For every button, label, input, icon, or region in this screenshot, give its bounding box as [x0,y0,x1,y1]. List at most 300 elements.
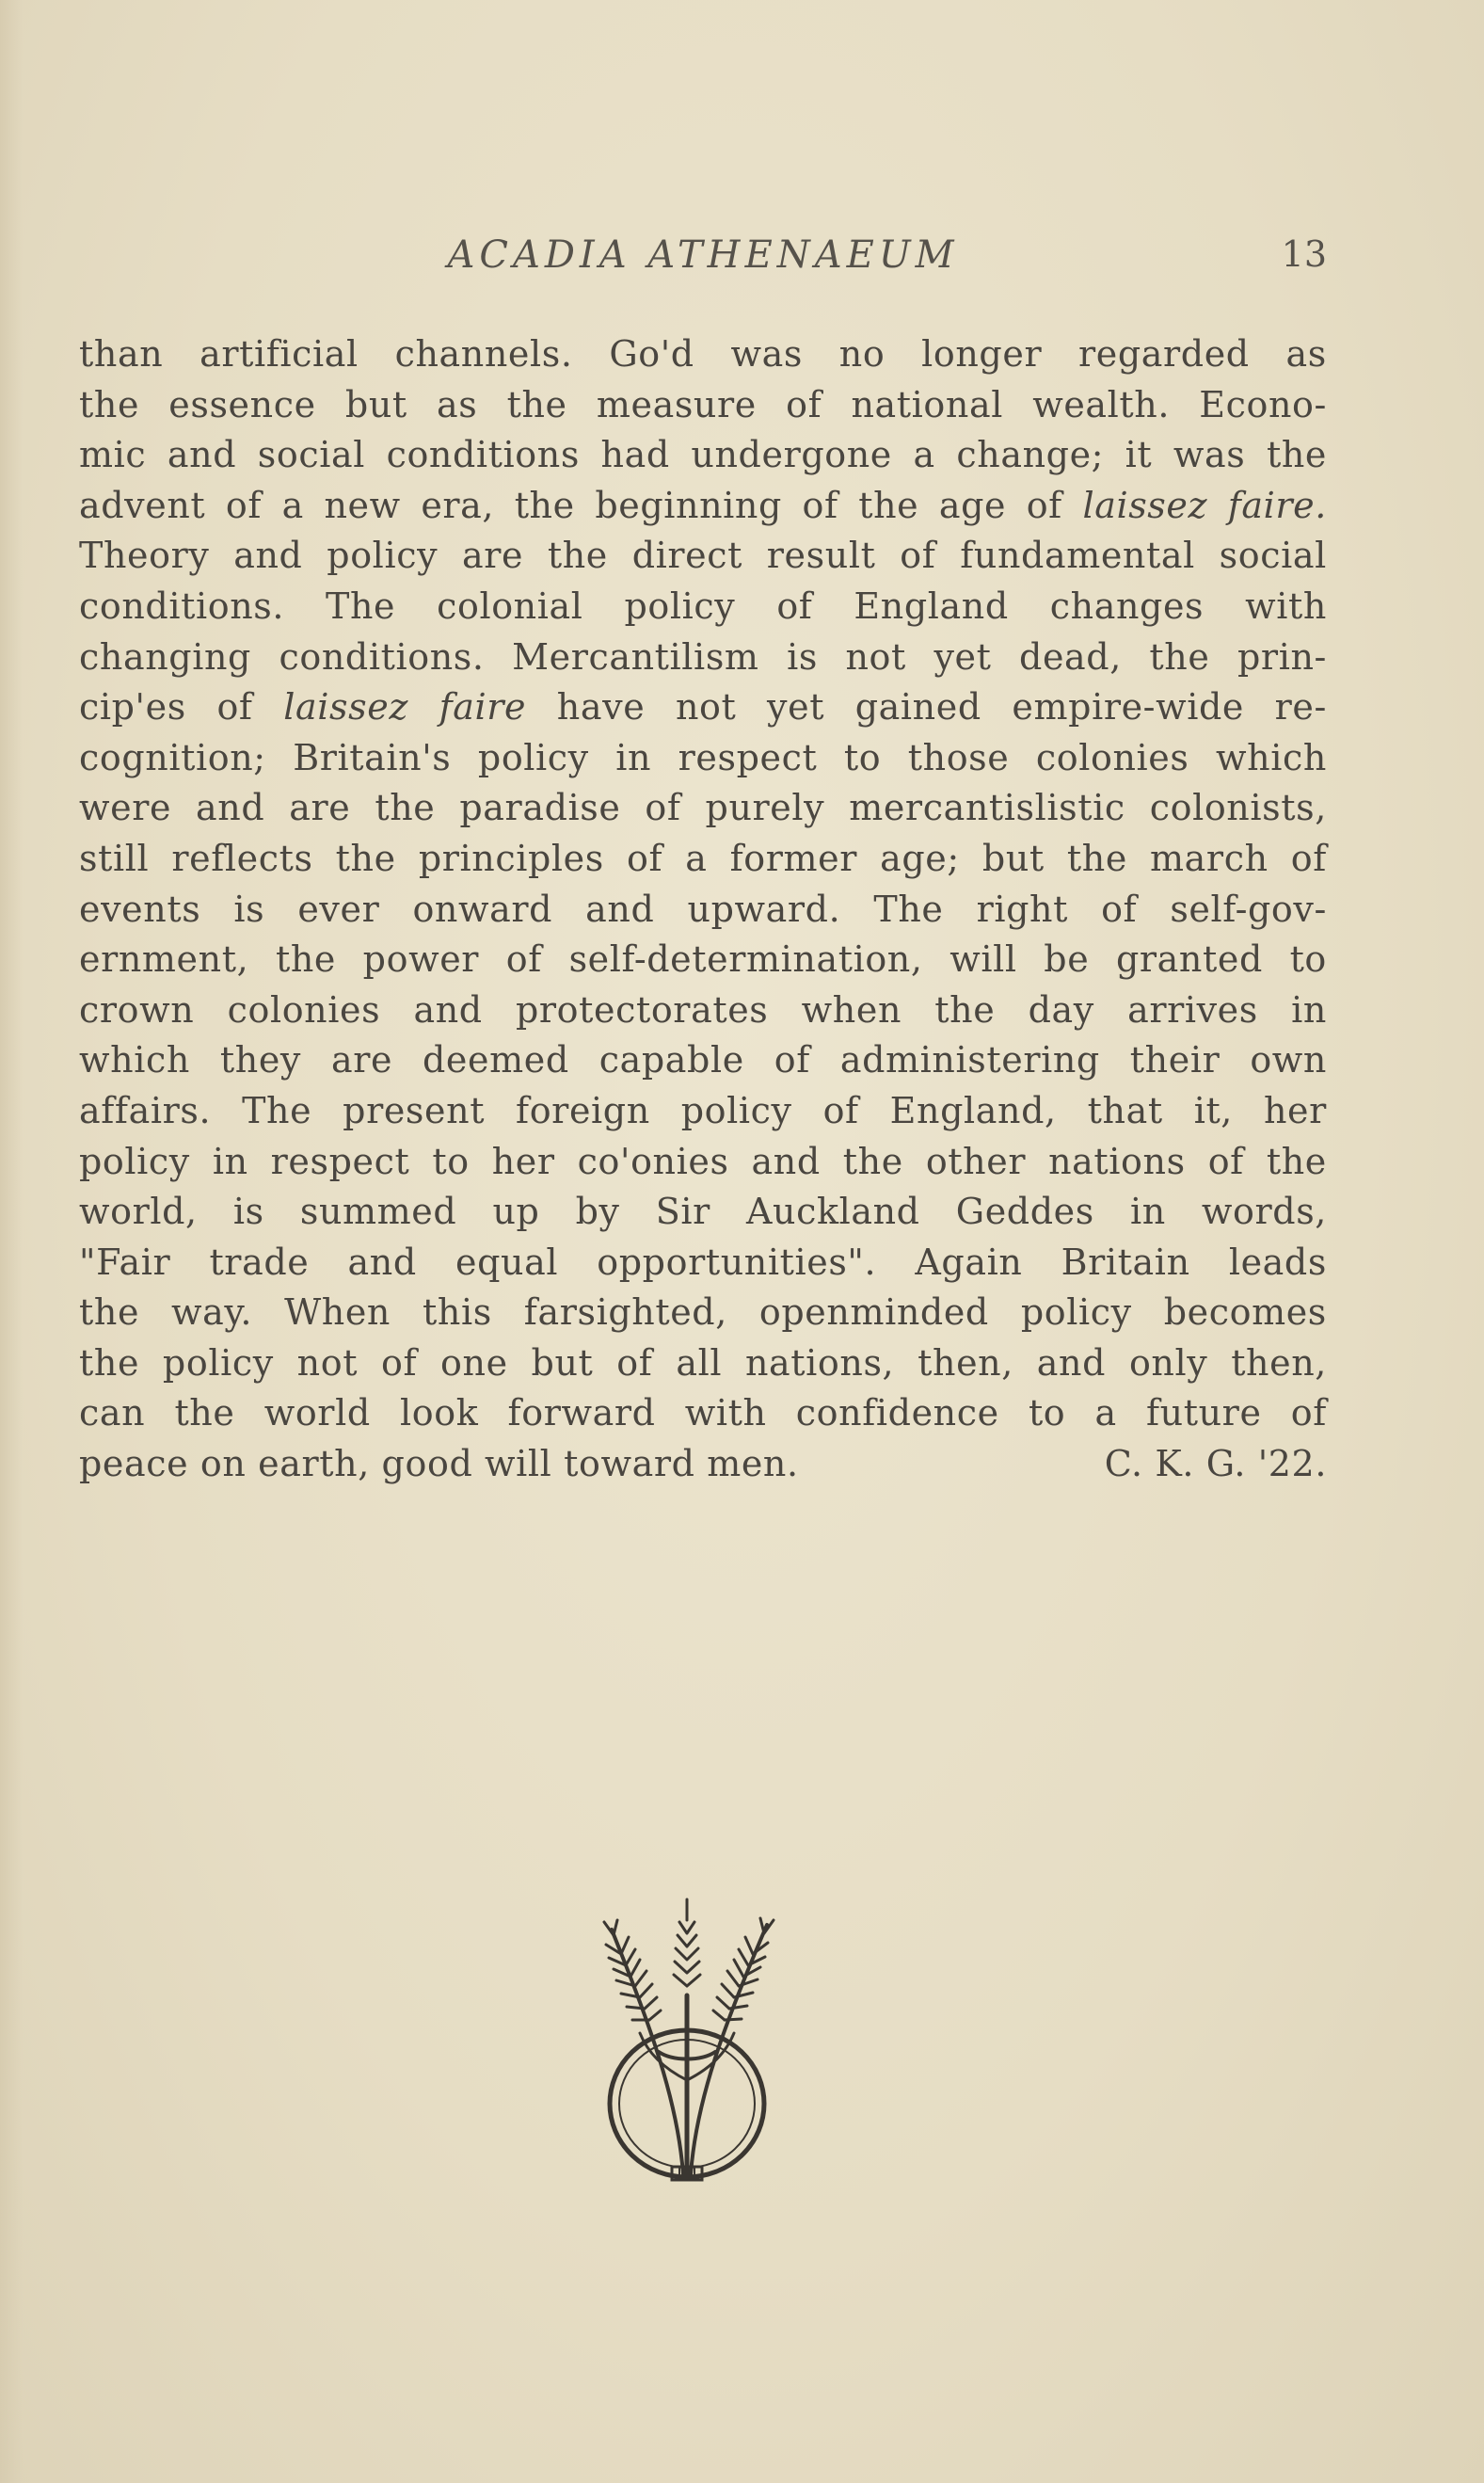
word [336,834,396,885]
word [890,1086,1057,1137]
text-segment: of [776,585,813,627]
word [79,682,186,733]
text-segment: of [786,383,822,425]
text-segment: The [873,888,944,930]
text-segment: of [645,787,681,829]
article-body [79,329,1327,1490]
text-line [79,1035,1327,1086]
text-segment: yet [767,686,825,729]
text-segment: Go'd [609,333,694,375]
word [79,1338,139,1389]
text-segment: the [858,484,919,526]
text-line [79,1187,1327,1238]
running-title: ACADIA ATHENAEUM [447,233,959,277]
text-segment: mic [79,434,147,476]
word [1267,430,1327,481]
word [279,633,485,683]
text-segment: the [375,787,436,829]
word [492,1187,539,1238]
text-segment: forward [507,1392,656,1434]
italic-phrase: laissez [1082,484,1208,526]
text-segment: with [684,1392,767,1434]
text-segment: measure [596,383,757,425]
word [681,1086,792,1137]
word [1036,733,1189,784]
text-segment: undergone [691,434,892,476]
word [1267,1137,1327,1188]
text-segment: beginning [595,484,782,526]
word [1291,985,1327,1036]
text-segment: crown [79,988,195,1031]
word [933,633,991,683]
word [532,1338,594,1389]
word [507,380,567,431]
word [423,1288,492,1338]
text-segment: colonies [1035,736,1189,778]
word [455,1238,558,1289]
word [1130,1187,1166,1238]
text-segment: is [233,888,265,930]
word [1164,1288,1327,1338]
text-segment: in [615,736,652,778]
word [1082,481,1207,532]
word [300,1187,456,1238]
word [363,935,479,985]
text-segment: but [344,383,407,425]
word [492,1137,555,1188]
text-segment: and [196,787,265,829]
text-segment: nations [1048,1140,1186,1182]
text-line [79,1086,1327,1137]
word [840,1035,1100,1086]
word [776,582,812,633]
word [786,380,822,431]
text-segment: are [289,787,351,829]
word [767,682,824,733]
word [656,1187,710,1238]
italic-phrase: faire [439,686,527,729]
text-segment: world, [79,1191,198,1233]
word [79,1086,211,1137]
text-segment: a [1094,1392,1117,1434]
text-segment: When [284,1291,391,1334]
word [678,733,818,784]
word [676,1338,722,1389]
text-segment: onward [412,888,553,930]
closing-line [79,1439,1327,1490]
word [855,682,981,733]
word [1125,430,1153,481]
word [412,885,552,936]
text-segment: right [976,888,1068,930]
text-segment: then, [1231,1341,1327,1384]
word [293,733,451,784]
text-segment: of [900,535,936,577]
text-segment: regarded [1078,333,1250,375]
text-segment: as [1285,333,1327,375]
text-segment: ever [297,888,380,930]
text-segment: one [440,1341,508,1384]
word [595,481,782,532]
word [1116,935,1263,985]
text-segment: paradise [459,787,621,829]
text-segment: and [167,434,237,476]
text-segment: artificial [199,333,359,375]
text-line [79,481,1327,532]
running-header [79,233,1327,286]
text-segment: then, [918,1341,1013,1384]
word [908,733,1010,784]
word [926,1137,1026,1188]
text-segment: the [1149,635,1210,678]
word [174,1388,234,1439]
text-segment: this [423,1291,492,1334]
text-segment: but [981,837,1045,879]
text-segment: openminded [758,1291,989,1334]
word [276,935,336,985]
word [233,885,264,936]
text-segment: only [1128,1341,1208,1384]
text-segment: it, [1193,1089,1233,1131]
text-segment: change; [956,434,1105,476]
word [400,1388,478,1439]
text-segment: changes [1049,585,1205,627]
word [1021,1288,1132,1338]
text-segment: of [774,1039,810,1081]
text-segment: policy [79,1140,190,1182]
text-segment: to [1028,1392,1066,1434]
word [462,531,523,582]
word [331,1035,392,1086]
text-segment: present [343,1089,486,1131]
text-segment: no [838,333,886,375]
word [258,430,365,481]
text-segment: changing [79,635,251,678]
word [796,1388,999,1439]
text-segment: arrives [1127,988,1258,1031]
text-segment: by [575,1191,620,1233]
text-segment: essence [168,383,316,425]
word [956,430,1104,481]
text-segment: a [685,837,708,879]
word [216,682,252,733]
word [432,1137,469,1188]
text-segment: are [461,535,524,577]
text-segment: their [1129,1039,1221,1081]
text-segment: in [1129,1191,1166,1233]
word [1150,783,1327,834]
text-segment: prin- [1237,635,1327,678]
word [79,783,171,834]
word [849,783,1125,834]
word [615,733,651,784]
word [233,531,302,582]
word [1067,834,1127,885]
word [284,1288,391,1338]
word [900,531,935,582]
text-segment: policy [680,1089,792,1131]
text-segment: new [324,484,401,526]
word [851,380,1003,431]
word [171,1288,252,1338]
word [79,481,205,532]
page-edge-shadow [0,0,23,2483]
text-segment: which [79,1039,190,1081]
text-segment: foreign [516,1089,650,1131]
text-segment: Again [915,1241,1023,1283]
word [1150,834,1269,885]
word [767,531,876,582]
word [348,1238,417,1289]
text-segment: march [1150,837,1269,879]
word [1061,1238,1190,1289]
word [381,1338,417,1389]
word [324,481,400,532]
word [915,1238,1022,1289]
text-segment: colonial [437,585,583,627]
text-segment: own [1250,1039,1327,1081]
word [423,1035,569,1086]
word [79,1388,145,1439]
text-segment: were [79,787,172,829]
text-line [79,682,1327,733]
word [516,985,768,1036]
text-segment: when [801,988,902,1031]
word [1095,1388,1117,1439]
word [921,329,1042,380]
text-line [79,430,1327,481]
text-segment: England, [889,1089,1057,1131]
text-segment: the [1066,837,1127,879]
text-segment: confidence [795,1392,999,1434]
word [524,1288,727,1338]
text-segment: trade [209,1241,310,1283]
text-segment: reflects [171,837,313,879]
word [914,430,935,481]
text-segment: still [79,837,150,879]
text-segment: fundamental [960,535,1195,577]
text-line [79,531,1327,582]
text-segment: than [79,333,164,375]
word [843,1137,903,1188]
word [242,1086,311,1137]
word [685,1388,767,1439]
word [264,1388,371,1439]
text-segment: as [437,383,478,425]
word [419,834,604,885]
word [79,329,163,380]
word [1149,633,1209,683]
text-segment: self-gov- [1170,888,1327,930]
text-segment: and [1036,1341,1107,1384]
word [1231,1338,1327,1389]
word [977,885,1068,936]
text-segment: the [174,1392,235,1434]
italic-phrase: laissez [283,686,408,729]
word [1245,582,1327,633]
text-segment: had [600,434,670,476]
text-segment: the [514,484,575,526]
page-number: 13 [1281,233,1327,275]
word [745,1338,894,1389]
text-segment: the [506,383,567,425]
text-segment: Auckland [745,1191,920,1233]
text-segment: policy [327,535,439,577]
text-segment: of [380,1341,418,1384]
text-segment: colonies [227,988,381,1031]
text-segment: the [547,535,608,577]
text-segment: farsighted, [523,1291,727,1334]
word [939,481,1006,532]
text-segment: those [907,736,1010,778]
word [982,834,1045,885]
word [271,1137,410,1188]
text-segment: social [1219,535,1327,577]
word [209,1238,309,1289]
text-segment: the [275,938,336,981]
text-segment: are [330,1039,393,1081]
word [752,1137,821,1188]
word [1101,885,1137,936]
text-segment: the [934,988,996,1031]
word [387,430,580,481]
text-segment: era, [421,484,495,526]
word [746,1187,920,1238]
word [196,783,264,834]
word [163,1338,274,1389]
word [478,733,589,784]
word [597,380,757,431]
text-segment: yet [933,635,992,678]
text-segment: of [626,837,663,879]
text-segment: is [232,1191,264,1233]
word [413,985,482,1036]
text-segment: advent [79,484,206,526]
wheat-sheaf-ring-icon [593,1892,781,2184]
word [1088,1086,1163,1137]
word [168,380,315,431]
word [1170,885,1327,936]
word [1032,380,1170,431]
text-segment: of [1290,1392,1327,1434]
text-segment: ernment, [79,938,249,981]
text-segment: conditions. [79,585,285,627]
word [1286,329,1327,380]
text-line [79,633,1327,683]
text-line [79,834,1327,885]
text-segment: equal [455,1241,559,1283]
word [440,1338,508,1389]
text-segment: policy [624,585,736,627]
text-segment: and [347,1241,417,1283]
word [220,1035,301,1086]
word [1130,1035,1221,1086]
text-segment: the [79,1291,140,1334]
word [934,985,995,1036]
text-segment: with [1245,585,1327,627]
text-segment: England [854,585,1009,627]
word [1199,380,1327,431]
word [79,733,266,784]
word [949,935,1016,985]
text-segment: channels. [394,333,573,375]
text-segment: not [845,635,906,678]
text-segment: policy [162,1341,274,1384]
text-segment: of [505,938,542,981]
word [233,1187,264,1238]
text-segment: the [79,383,140,425]
word [79,531,209,582]
word [1275,682,1327,733]
word [1044,935,1089,985]
word [343,1086,485,1137]
text-segment: purely [705,787,825,829]
word [585,885,654,936]
word [1290,935,1327,985]
word [858,481,918,532]
text-segment: the [335,837,396,879]
text-segment: other [925,1140,1027,1182]
text-segment: Mercantilism [512,635,759,678]
word [508,1388,656,1439]
text-segment: in [1291,988,1327,1031]
word [1127,985,1258,1036]
word [79,885,200,936]
word [1216,733,1327,784]
text-line [79,935,1327,985]
text-segment: of [225,484,263,526]
word [645,783,680,834]
text-segment: principles [418,837,604,879]
word [599,1035,744,1086]
text-segment: of [822,1089,859,1131]
text-segment: power [362,938,480,981]
word [459,783,620,834]
text-segment: opportunities". [597,1241,877,1283]
word [823,1086,859,1137]
word [1291,834,1327,885]
word [506,935,542,985]
word [802,985,902,1036]
word [515,481,575,532]
text-segment: her [491,1140,555,1182]
text-segment: policy [1020,1291,1132,1334]
word [787,633,818,683]
text-segment: Geddes [955,1191,1094,1233]
word [601,430,670,481]
text-segment: Britain's [293,736,452,778]
word [1050,582,1204,633]
author-signature: C. K. G. '22. [1104,1443,1327,1485]
text-segment: it [1125,434,1153,476]
text-line [79,1137,1327,1188]
word [168,430,236,481]
word [1173,430,1245,481]
word [1012,682,1244,733]
text-segment: administering [839,1039,1100,1081]
text-segment: the [1266,1140,1327,1182]
text-segment: and [751,1140,821,1182]
text-segment: but [531,1341,594,1384]
word [1146,1388,1262,1439]
text-segment: words, [1201,1191,1327,1233]
text-segment: of [1207,1140,1244,1182]
text-segment: have [556,686,646,729]
word [79,985,194,1036]
text-segment: national [851,383,1003,425]
word [578,1137,729,1188]
text-segment: deemed [423,1039,569,1081]
